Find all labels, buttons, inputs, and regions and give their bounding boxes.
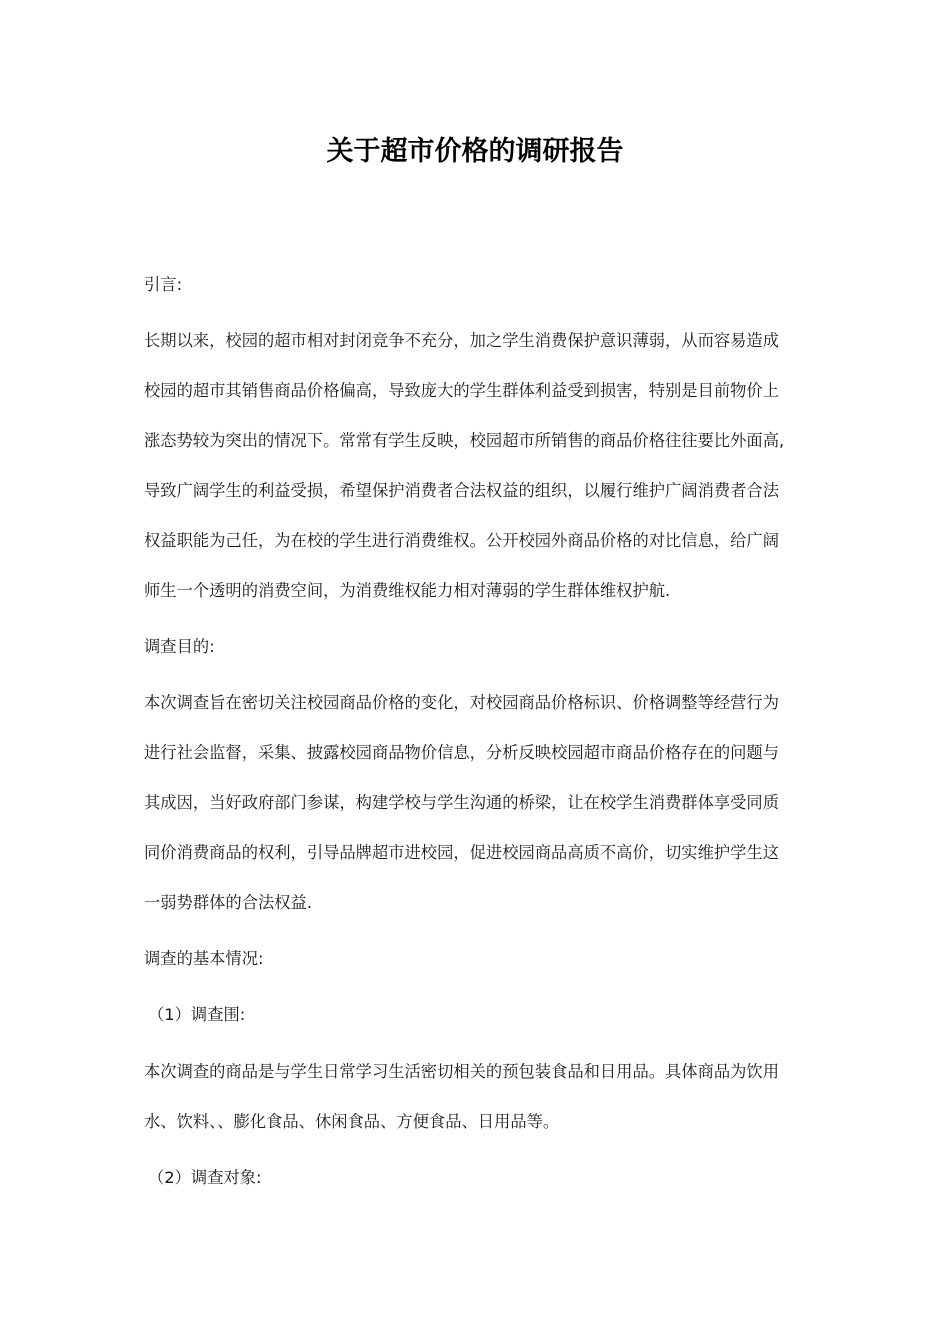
intro-heading: 引言: [144,275,183,294]
intro-line: 师生一个透明的消费空间，为消费维权能力相对薄弱的学生群体维权护航. [144,581,671,600]
scope-line: 水、饮料、、膨化食品、休闲食品、方便食品、日用品等。 [144,1112,560,1131]
intro-line: 导致广阔学生的利益受损，希望保护消费者合法权益的组织，以履行维护广阔消费者合法 [144,481,779,500]
intro-line: 权益职能为己任，为在校的学生进行消费维权。公开校园外商品价格的对比信息，给广阔 [144,531,779,550]
purpose-heading: 调查目的: [144,637,215,656]
purpose-line: 本次调查旨在密切关注校园商品价格的变化，对校园商品价格标识、价格调整等经营行为 [144,693,779,712]
purpose-line: 同价消费商品的权利，引导品牌超市进校园，促进校园商品高质不高价，切实维护学生这 [144,843,779,862]
document-title: 关于超市价格的调研报告 [326,136,624,167]
intro-line: 长期以来，校园的超市相对封闭竞争不充分，加之学生消费保护意识薄弱，从而容易造成 [144,331,779,350]
scope-heading: （1）调查围: [148,1005,246,1024]
purpose-line: 进行社会监督，采集、披露校园商品物价信息，分析反映校园超市商品价格存在的问题与 [144,743,779,762]
purpose-line: 一弱势群体的合法权益. [144,893,312,912]
basic-heading: 调查的基本情况: [144,949,264,968]
intro-line: 涨态势较为突出的情况下。常常有学生反映，校园超市所销售的商品价格往往要比外面高, [144,431,785,450]
scope-line: 本次调查的商品是与学生日常学习生活密切相关的预包装食品和日用品。具体商品为饮用 [144,1062,779,1081]
intro-line: 校园的超市其销售商品价格偏高，导致庞大的学生群体利益受到损害，特别是目前物价上 [144,381,779,400]
object-heading: （2）调查对象: [148,1168,262,1187]
purpose-line: 其成因，当好政府部门参谋，构建学校与学生沟通的桥梁，让在校学生消费群体享受同质 [144,793,779,812]
